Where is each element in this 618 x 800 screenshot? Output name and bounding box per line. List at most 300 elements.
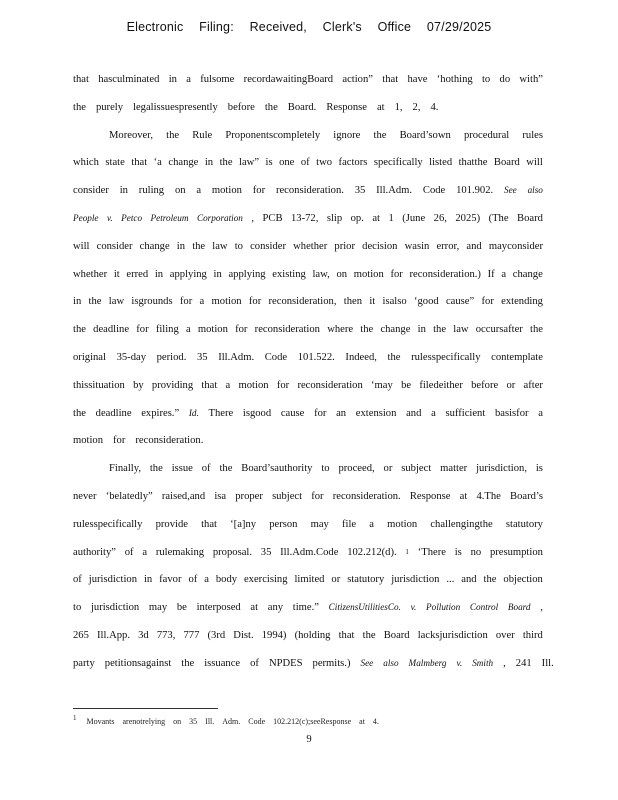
word: Code bbox=[264, 351, 288, 363]
word: for bbox=[235, 324, 248, 336]
word: filing bbox=[155, 324, 179, 336]
word: 35 bbox=[260, 546, 272, 558]
word: permits.) bbox=[312, 657, 351, 669]
word: (The bbox=[488, 212, 509, 224]
word: change bbox=[512, 268, 543, 280]
word: subject bbox=[272, 490, 303, 502]
text-line bbox=[73, 400, 543, 428]
word: reconsideration bbox=[254, 324, 320, 336]
word: prior bbox=[334, 240, 355, 252]
text-line bbox=[73, 427, 543, 455]
word: NPDES bbox=[268, 657, 303, 669]
word: 1994) bbox=[261, 629, 287, 641]
word: reconsideration.) bbox=[409, 268, 481, 280]
word: Board’s bbox=[510, 490, 543, 502]
word: of bbox=[124, 546, 134, 558]
word: have bbox=[407, 74, 428, 85]
word: Board bbox=[383, 629, 410, 641]
text-line bbox=[73, 594, 543, 622]
word: Response bbox=[326, 101, 367, 113]
word: and bbox=[461, 574, 477, 586]
text-line bbox=[73, 205, 543, 233]
word: 3d bbox=[138, 629, 149, 641]
word: on bbox=[174, 185, 186, 197]
word: ruling bbox=[138, 185, 165, 197]
word: ‘belatedly” bbox=[105, 490, 153, 502]
word: ‘good bbox=[413, 296, 439, 308]
word: , bbox=[540, 602, 543, 614]
word: the bbox=[530, 324, 543, 336]
word: on bbox=[336, 268, 348, 280]
word: change bbox=[168, 157, 199, 169]
word: and bbox=[466, 240, 482, 252]
header-filing: Filing: bbox=[199, 20, 234, 34]
word: the bbox=[166, 129, 180, 141]
word: whether bbox=[73, 268, 108, 280]
text-line bbox=[73, 122, 543, 150]
word: 1 bbox=[405, 547, 409, 556]
word: for bbox=[252, 185, 266, 197]
text-line bbox=[73, 483, 543, 511]
word: change bbox=[139, 240, 170, 252]
word: may bbox=[310, 518, 329, 530]
word: body bbox=[215, 574, 238, 586]
word: extending bbox=[501, 296, 543, 308]
text-line bbox=[73, 511, 543, 539]
word: it bbox=[369, 296, 376, 308]
word: for bbox=[248, 296, 262, 308]
word: Board bbox=[507, 602, 531, 613]
word: , bbox=[251, 212, 255, 224]
word: Corporation bbox=[196, 212, 243, 223]
word: 2025) bbox=[455, 212, 481, 224]
word: is bbox=[265, 157, 273, 169]
word: be bbox=[176, 602, 187, 614]
word: 35 bbox=[196, 351, 208, 363]
word: See bbox=[503, 185, 517, 196]
word: erred bbox=[126, 268, 149, 280]
word: ‘a bbox=[153, 157, 162, 169]
word: presumption bbox=[489, 546, 543, 558]
word: to bbox=[321, 463, 330, 475]
word: Response bbox=[409, 490, 451, 502]
word: the bbox=[219, 463, 233, 475]
word: (holding bbox=[294, 629, 331, 641]
word: of bbox=[188, 574, 198, 586]
text-line bbox=[73, 149, 543, 177]
word: consider bbox=[73, 185, 109, 197]
word: Finally, bbox=[109, 463, 141, 475]
text-line bbox=[73, 650, 554, 678]
word: law bbox=[212, 240, 228, 252]
word: the bbox=[88, 296, 102, 308]
word: motion bbox=[238, 379, 269, 391]
word: jurisdiction, bbox=[476, 463, 527, 475]
word: thissituation bbox=[73, 379, 125, 391]
word: the bbox=[362, 629, 376, 641]
word: also bbox=[383, 657, 399, 668]
word: rulesspecifically bbox=[411, 351, 481, 363]
word: reconsideration. bbox=[275, 185, 344, 197]
footnote-word: Code bbox=[248, 717, 266, 726]
word: third bbox=[522, 629, 543, 641]
word: a bbox=[369, 518, 374, 530]
word: favor bbox=[159, 574, 182, 586]
word: for bbox=[314, 407, 327, 419]
word: the bbox=[373, 129, 387, 141]
footnote-word: 102.212(c);seeResponse bbox=[273, 717, 352, 726]
word: for bbox=[179, 296, 193, 308]
word: specifically bbox=[373, 157, 423, 169]
word: of bbox=[300, 157, 310, 169]
footnote-word: 4. bbox=[372, 717, 379, 726]
word: exercising bbox=[243, 574, 288, 586]
word: at bbox=[250, 602, 259, 614]
word: whether bbox=[293, 240, 328, 252]
word: applying bbox=[228, 268, 266, 280]
word: a bbox=[204, 574, 209, 586]
header-received: Received, bbox=[249, 20, 307, 34]
word: isa bbox=[214, 490, 227, 502]
word: challengingthe bbox=[430, 518, 493, 530]
word: in bbox=[417, 324, 426, 336]
footnote-word: Ill. bbox=[205, 717, 215, 726]
word: for bbox=[481, 296, 494, 308]
text-line bbox=[73, 566, 543, 594]
word: a bbox=[431, 407, 436, 419]
word: that bbox=[201, 518, 217, 530]
word: providing bbox=[151, 379, 194, 391]
word: issue bbox=[171, 463, 193, 475]
word: for bbox=[136, 324, 149, 336]
text-line bbox=[73, 233, 543, 261]
word: sufficient bbox=[445, 407, 486, 419]
word: rulesspecifically bbox=[73, 518, 143, 530]
word: contemplate bbox=[491, 351, 543, 363]
word: factors bbox=[338, 157, 368, 169]
word: law bbox=[108, 296, 125, 308]
text-line bbox=[73, 372, 543, 400]
word: deadline bbox=[93, 324, 130, 336]
word: 26, bbox=[433, 212, 447, 224]
word: There bbox=[208, 407, 234, 419]
footnote-word: at bbox=[359, 717, 365, 726]
footnote-word: Adm. bbox=[222, 717, 241, 726]
word: after bbox=[523, 379, 543, 391]
word: the bbox=[360, 324, 374, 336]
word: that bbox=[201, 379, 218, 391]
word: 2, bbox=[412, 101, 421, 113]
word: petitionsagainst bbox=[104, 657, 172, 669]
word: will bbox=[73, 240, 90, 252]
word: occursafter bbox=[475, 324, 523, 336]
word: 777 bbox=[183, 629, 200, 641]
word: in bbox=[213, 268, 222, 280]
word: by bbox=[133, 379, 144, 391]
word: PCB bbox=[262, 212, 283, 224]
word: Board’sown bbox=[399, 129, 451, 141]
word: the bbox=[219, 157, 233, 169]
word: any bbox=[267, 602, 284, 614]
word: the bbox=[387, 351, 401, 363]
footnote-marker: 1 bbox=[73, 714, 77, 722]
word: a bbox=[186, 74, 191, 85]
word: Dist. bbox=[233, 629, 254, 641]
page-number: 9 bbox=[306, 734, 312, 745]
word: thatthe bbox=[458, 157, 488, 169]
word: also bbox=[527, 185, 543, 196]
word: authority” bbox=[73, 546, 116, 558]
word: statutory bbox=[505, 518, 543, 530]
word: Board. bbox=[287, 101, 317, 113]
word: or bbox=[383, 463, 393, 475]
word: Malmberg bbox=[408, 657, 447, 668]
word: reconsideration. bbox=[135, 435, 204, 447]
word: Ill.App. bbox=[97, 629, 130, 641]
word: the bbox=[433, 324, 447, 336]
word: law bbox=[453, 324, 469, 336]
word: existing bbox=[272, 268, 306, 280]
word: 241 bbox=[515, 657, 532, 669]
word: or bbox=[331, 574, 341, 586]
word: to bbox=[234, 240, 243, 252]
word: in bbox=[73, 296, 82, 308]
text-line bbox=[73, 66, 543, 94]
text-line bbox=[73, 316, 543, 344]
word: a bbox=[501, 268, 507, 280]
word: listed bbox=[429, 157, 453, 169]
text-line bbox=[73, 94, 543, 122]
word: a bbox=[225, 379, 231, 391]
word: it bbox=[113, 268, 120, 280]
word: a bbox=[538, 407, 543, 419]
word: decision bbox=[362, 240, 398, 252]
word: the bbox=[181, 657, 195, 669]
word: v. bbox=[456, 657, 463, 668]
word: purely bbox=[95, 101, 124, 113]
word: period. bbox=[156, 351, 187, 363]
word: Board bbox=[517, 212, 543, 224]
word: file bbox=[342, 518, 357, 530]
word: state bbox=[105, 157, 125, 169]
text-line bbox=[73, 622, 543, 650]
word: If bbox=[487, 268, 495, 280]
word: a bbox=[142, 546, 148, 558]
word: Rule bbox=[192, 129, 213, 141]
word: reconsideration bbox=[297, 379, 363, 391]
word: See bbox=[360, 657, 374, 668]
word: cause” bbox=[445, 296, 475, 308]
word: never bbox=[73, 490, 97, 502]
word: where bbox=[327, 324, 354, 336]
text-line bbox=[73, 288, 543, 316]
word: that bbox=[73, 74, 89, 85]
header-electronic: Electronic bbox=[126, 20, 184, 34]
word: be bbox=[401, 379, 412, 391]
word: the bbox=[264, 101, 278, 113]
word: Board bbox=[493, 157, 520, 169]
word: change bbox=[380, 324, 411, 336]
word: is bbox=[535, 463, 543, 475]
word: consider bbox=[96, 240, 133, 252]
word: legalissuespresently bbox=[133, 101, 218, 113]
text-line bbox=[73, 344, 543, 372]
word: is bbox=[454, 546, 462, 558]
word: rulemaking bbox=[155, 546, 205, 558]
word: motion bbox=[197, 324, 228, 336]
word: of bbox=[250, 657, 259, 669]
word: ... bbox=[446, 574, 455, 586]
word: rules bbox=[522, 129, 543, 141]
word: interposed bbox=[196, 602, 241, 614]
word: mayconsider bbox=[488, 240, 543, 252]
word: cause bbox=[280, 407, 305, 419]
word: to bbox=[73, 602, 82, 614]
document-body bbox=[73, 66, 554, 678]
word: which bbox=[73, 157, 99, 169]
text-line bbox=[73, 177, 543, 205]
word: at bbox=[376, 101, 385, 113]
word: People bbox=[73, 212, 99, 223]
word: motion bbox=[211, 185, 242, 197]
text-line bbox=[73, 261, 543, 289]
footnote-word: 35 bbox=[189, 717, 198, 726]
word: Petco bbox=[121, 212, 143, 223]
word: Id. bbox=[188, 407, 199, 418]
word: 101.522. bbox=[297, 351, 335, 363]
footnote-word: Movants bbox=[86, 717, 115, 726]
word: error, bbox=[436, 240, 460, 252]
word: proposal. bbox=[212, 546, 252, 558]
word: for bbox=[390, 268, 403, 280]
word: proceed, bbox=[338, 463, 375, 475]
word: 35-day bbox=[116, 351, 146, 363]
word: jurisdiction bbox=[391, 574, 440, 586]
word: jurisdiction bbox=[90, 602, 140, 614]
word: ‘hothing bbox=[436, 74, 473, 85]
word: Indeed, bbox=[345, 351, 377, 363]
word: subject bbox=[401, 463, 432, 475]
word: for bbox=[113, 435, 126, 447]
word: consider bbox=[250, 240, 286, 252]
word: in bbox=[143, 574, 153, 586]
word: of bbox=[73, 574, 82, 586]
word: and bbox=[406, 407, 422, 419]
word: applying bbox=[169, 268, 207, 280]
word: no bbox=[470, 546, 482, 558]
header-date: 07/29/2025 bbox=[426, 20, 492, 34]
word: motion bbox=[211, 296, 242, 308]
word: v. bbox=[106, 212, 113, 223]
word: Ill.Adm. bbox=[218, 351, 255, 363]
filing-stamp-header bbox=[0, 20, 618, 34]
word: the bbox=[73, 324, 86, 336]
word: in bbox=[168, 74, 177, 85]
word: proper bbox=[235, 490, 263, 502]
word: do bbox=[499, 74, 511, 85]
word: objection bbox=[503, 574, 543, 586]
word: procedural bbox=[463, 129, 510, 141]
word: will bbox=[526, 157, 543, 169]
word: before bbox=[227, 101, 255, 113]
word: two bbox=[316, 157, 333, 169]
word: Pollution bbox=[426, 602, 461, 613]
word: the bbox=[483, 574, 497, 586]
word: of bbox=[201, 463, 211, 475]
word: hasculminated bbox=[98, 74, 160, 85]
word: ‘[a]ny bbox=[230, 518, 257, 530]
word: action” bbox=[342, 74, 373, 85]
word: provide bbox=[155, 518, 188, 530]
word: isgood bbox=[242, 407, 272, 419]
header-clerks: Clerk's bbox=[322, 20, 362, 34]
word: isgrounds bbox=[131, 296, 173, 308]
word: CitizensUtilitiesCo. bbox=[328, 602, 401, 613]
word: with” bbox=[519, 74, 543, 85]
word: Control bbox=[469, 602, 499, 613]
word: wasin bbox=[404, 240, 430, 252]
word: deadline bbox=[95, 407, 132, 419]
word: , bbox=[503, 657, 506, 669]
word: (June bbox=[402, 212, 426, 224]
word: one bbox=[279, 157, 295, 169]
word: Ill.Adm. bbox=[376, 185, 413, 197]
word: statutory bbox=[347, 574, 385, 586]
word: may bbox=[148, 602, 168, 614]
word: 265 bbox=[73, 629, 89, 641]
word: original bbox=[73, 351, 106, 363]
word: issuance bbox=[204, 657, 241, 669]
word: lacksjurisdiction bbox=[417, 629, 488, 641]
word: ‘may bbox=[371, 379, 393, 391]
word: the bbox=[73, 101, 86, 113]
word: reconsideration, bbox=[268, 296, 337, 308]
word: law, bbox=[312, 268, 330, 280]
word: ‘There bbox=[417, 546, 446, 558]
text-line bbox=[73, 539, 543, 567]
word: motion bbox=[353, 268, 384, 280]
word: Code bbox=[422, 185, 446, 197]
word: v. bbox=[410, 602, 417, 613]
word: a bbox=[185, 324, 191, 336]
word: Proponentscompletely bbox=[225, 129, 321, 141]
word: motion bbox=[73, 435, 104, 447]
word: person bbox=[269, 518, 298, 530]
word: in bbox=[119, 185, 128, 197]
word: 773, bbox=[156, 629, 176, 641]
word: for bbox=[311, 490, 324, 502]
word: 101.902. bbox=[456, 185, 494, 197]
word: that bbox=[131, 157, 148, 169]
word: Moreover, bbox=[109, 129, 153, 141]
word: Board’sauthority bbox=[241, 463, 313, 475]
word: the bbox=[192, 240, 206, 252]
word: Petroleum bbox=[150, 212, 189, 223]
word: Ill. bbox=[541, 657, 554, 669]
word: for bbox=[276, 379, 290, 391]
word: expires.” bbox=[141, 407, 180, 419]
text-line bbox=[73, 455, 543, 483]
word: the bbox=[149, 463, 163, 475]
footnote-word: on bbox=[173, 717, 182, 726]
word: limited bbox=[294, 574, 325, 586]
word: 102.212(d). bbox=[347, 546, 397, 558]
word: 35 bbox=[354, 185, 366, 197]
footnote-word: arenotrelying bbox=[122, 717, 166, 726]
header-office: Office bbox=[377, 20, 412, 34]
word: jurisdiction bbox=[88, 574, 138, 586]
word: or bbox=[506, 379, 516, 391]
